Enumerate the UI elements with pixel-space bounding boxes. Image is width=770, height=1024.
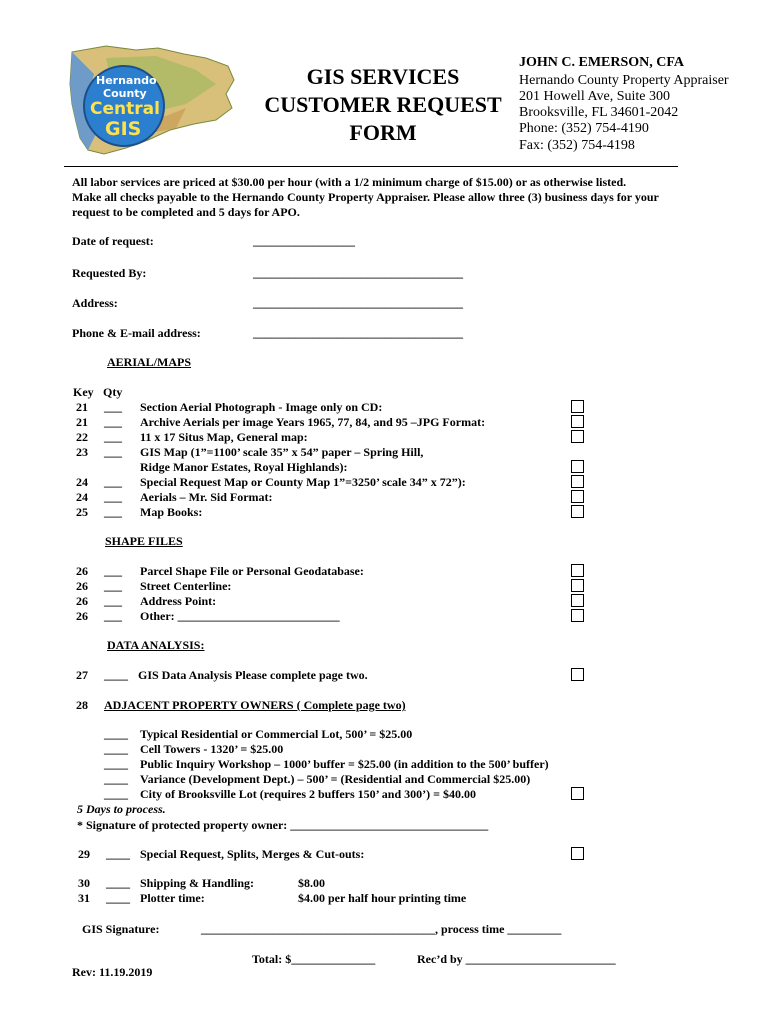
- shape-item-desc: Address Point:: [140, 594, 217, 608]
- logo-text-hernando: Hernando: [96, 74, 157, 87]
- aerial-item-desc: Special Request Map or County Map 1”=3250’ scale 34” x 72”):: [140, 475, 466, 489]
- analysis-checkbox[interactable]: [571, 668, 584, 681]
- aerial-item-checkbox[interactable]: [571, 505, 584, 518]
- key-header: Key: [73, 385, 94, 399]
- adjacent-qty-blank[interactable]: ____: [104, 757, 128, 771]
- adjacent-qty-blank[interactable]: ____: [104, 787, 128, 801]
- requested-by-label: Requested By:: [72, 266, 147, 280]
- plotter-desc: Plotter time:: [140, 891, 205, 905]
- aerial-qty-blank[interactable]: ___: [104, 490, 122, 504]
- phone-email-field[interactable]: ___________________________________: [253, 326, 463, 340]
- shape-item-checkbox[interactable]: [571, 594, 584, 607]
- total-field[interactable]: Total: $______________: [252, 952, 376, 966]
- plotter-key: 31: [78, 891, 90, 905]
- adjacent-checkbox[interactable]: [571, 787, 584, 800]
- aerial-item-checkbox[interactable]: [571, 400, 584, 413]
- form-title-line3: FORM: [349, 120, 417, 145]
- form-title-line2: CUSTOMER REQUEST: [264, 92, 502, 117]
- special-key: 29: [78, 847, 90, 861]
- aerial-qty-blank[interactable]: ___: [104, 475, 122, 489]
- aerial-qty-blank[interactable]: ___: [104, 400, 122, 414]
- aerial-key: 25: [76, 505, 88, 519]
- aerial-qty-blank[interactable]: ___: [104, 430, 122, 444]
- hernando-county-central-gis-logo: [66, 44, 238, 160]
- appraiser-fax: Fax: (352) 754-4198: [519, 138, 635, 153]
- adjacent-item-desc: Typical Residential or Commercial Lot, 500’ = $25.00: [140, 727, 413, 741]
- aerial-maps-heading: AERIAL/MAPS: [107, 355, 192, 369]
- revision-date: Rev: 11.19.2019: [72, 965, 153, 979]
- received-by-field[interactable]: Rec’d by _________________________: [417, 952, 616, 966]
- date-of-request-label: Date of request:: [72, 234, 154, 248]
- special-qty-blank[interactable]: ____: [106, 847, 130, 861]
- shape-files-heading: SHAPE FILES: [105, 534, 183, 548]
- adjacent-item-desc: Variance (Development Dept.) – 500’ = (Residential and Commercial $25.00): [140, 772, 531, 786]
- aerial-item-checkbox[interactable]: [571, 475, 584, 488]
- aerial-item-checkbox[interactable]: [571, 430, 584, 443]
- adjacent-key: 28: [76, 698, 88, 712]
- analysis-qty-blank[interactable]: ____: [104, 668, 128, 682]
- aerial-item-desc: Section Aerial Photograph - Image only on CD:: [140, 400, 383, 414]
- aerial-key: 23: [76, 445, 88, 459]
- aerial-item-checkbox[interactable]: [571, 460, 584, 473]
- aerial-item-desc: Map Books:: [140, 505, 203, 519]
- analysis-item-desc: GIS Data Analysis Please complete page two.: [138, 668, 368, 682]
- aerial-key: 21: [76, 415, 88, 429]
- shape-qty-blank[interactable]: ___: [104, 594, 122, 608]
- shipping-price: $8.00: [298, 876, 325, 890]
- date-of-request-field[interactable]: _________________: [253, 234, 355, 248]
- intro-line3: request to be completed and 5 days for APO.: [72, 205, 300, 219]
- requested-by-field[interactable]: ___________________________________: [253, 266, 463, 280]
- intro-line1: All labor services are priced at $30.00 per hour (with a 1/2 minimum charge of $15.00) or as otherwise listed.: [72, 175, 627, 189]
- adjacent-heading: ADJACENT PROPERTY OWNERS ( Complete page two): [104, 698, 406, 712]
- shape-item-desc: Street Centerline:: [140, 579, 232, 593]
- adjacent-item-desc: Cell Towers - 1320’ = $25.00: [140, 742, 284, 756]
- process-days-note: 5 Days to process.: [77, 802, 166, 816]
- adjacent-item-desc: City of Brooksville Lot (requires 2 buffers 150’ and 300’) = $40.00: [140, 787, 476, 801]
- special-checkbox[interactable]: [571, 847, 584, 860]
- phone-email-label: Phone & E-mail address:: [72, 326, 201, 340]
- shape-qty-blank[interactable]: ___: [104, 609, 122, 623]
- form-title-line1: GIS SERVICES: [306, 64, 460, 89]
- adjacent-item-desc: Public Inquiry Workshop – 1000’ buffer = $25.00 (in addition to the 500’ buffer): [140, 757, 549, 771]
- analysis-key: 27: [76, 668, 88, 682]
- aerial-item-desc-continued: Ridge Manor Estates, Royal Highlands):: [140, 460, 348, 474]
- shape-key: 26: [76, 594, 88, 608]
- owner-signature-line[interactable]: * Signature of protected property owner: _________________________________: [77, 818, 489, 832]
- aerial-qty-blank[interactable]: ___: [104, 505, 122, 519]
- appraiser-street: 201 Howell Ave, Suite 300: [519, 89, 671, 104]
- shape-item-checkbox[interactable]: [571, 579, 584, 592]
- adjacent-qty-blank[interactable]: ____: [104, 742, 128, 756]
- qty-header: Qty: [103, 385, 123, 399]
- adjacent-qty-blank[interactable]: ____: [104, 727, 128, 741]
- aerial-item-checkbox[interactable]: [571, 490, 584, 503]
- adjacent-qty-blank[interactable]: ____: [104, 772, 128, 786]
- aerial-key: 21: [76, 400, 88, 414]
- logo-text-county: County: [103, 87, 147, 100]
- aerial-item-desc: Archive Aerials per image Years 1965, 77, 84, and 95 –JPG Format:: [140, 415, 486, 429]
- shape-key: 26: [76, 609, 88, 623]
- shape-item-desc: Parcel Shape File or Personal Geodatabase:: [140, 564, 364, 578]
- aerial-key: 24: [76, 490, 88, 504]
- aerial-item-desc: 11 x 17 Situs Map, General map:: [140, 430, 308, 444]
- shape-key: 26: [76, 564, 88, 578]
- aerial-item-desc: GIS Map (1”=1100’ scale 35” x 54” paper – Spring Hill,: [140, 445, 424, 459]
- shape-item-checkbox[interactable]: [571, 564, 584, 577]
- special-item-desc: Special Request, Splits, Merges & Cut-outs:: [140, 847, 365, 861]
- plotter-qty-blank[interactable]: ____: [106, 891, 130, 905]
- shipping-key: 30: [78, 876, 90, 890]
- shipping-desc: Shipping & Handling:: [140, 876, 255, 890]
- appraiser-name: JOHN C. EMERSON, CFA: [519, 55, 685, 70]
- gis-signature-label: GIS Signature:: [82, 922, 160, 936]
- plotter-price: $4.00 per half hour printing time: [298, 891, 467, 905]
- aerial-key: 24: [76, 475, 88, 489]
- header-divider: [64, 166, 678, 167]
- aerial-item-checkbox[interactable]: [571, 415, 584, 428]
- shape-qty-blank[interactable]: ___: [104, 579, 122, 593]
- shape-qty-blank[interactable]: ___: [104, 564, 122, 578]
- appraiser-role: Hernando County Property Appraiser: [519, 73, 729, 88]
- intro-line2: Make all checks payable to the Hernando County Property Appraiser. Please allow three (3) business days for your: [72, 190, 659, 204]
- aerial-qty-blank[interactable]: ___: [104, 445, 122, 459]
- aerial-key: 22: [76, 430, 88, 444]
- shape-key: 26: [76, 579, 88, 593]
- logo-text-gis: GIS: [105, 118, 142, 140]
- address-field[interactable]: ___________________________________: [253, 296, 463, 310]
- aerial-item-desc: Aerials – Mr. Sid Format:: [140, 490, 273, 504]
- shape-item-desc[interactable]: Other: ___________________________: [140, 609, 340, 623]
- appraiser-phone: Phone: (352) 754-4190: [519, 121, 649, 136]
- address-label: Address:: [72, 296, 118, 310]
- shipping-qty-blank[interactable]: ____: [106, 876, 130, 890]
- gis-signature-line[interactable]: _______________________________________, process time _________: [201, 922, 562, 936]
- appraiser-city: Brooksville, FL 34601-2042: [519, 105, 679, 120]
- shape-item-checkbox[interactable]: [571, 609, 584, 622]
- data-analysis-heading: DATA ANALYSIS:: [107, 638, 205, 652]
- aerial-qty-blank[interactable]: ___: [104, 415, 122, 429]
- logo-text-central: Central: [90, 99, 160, 119]
